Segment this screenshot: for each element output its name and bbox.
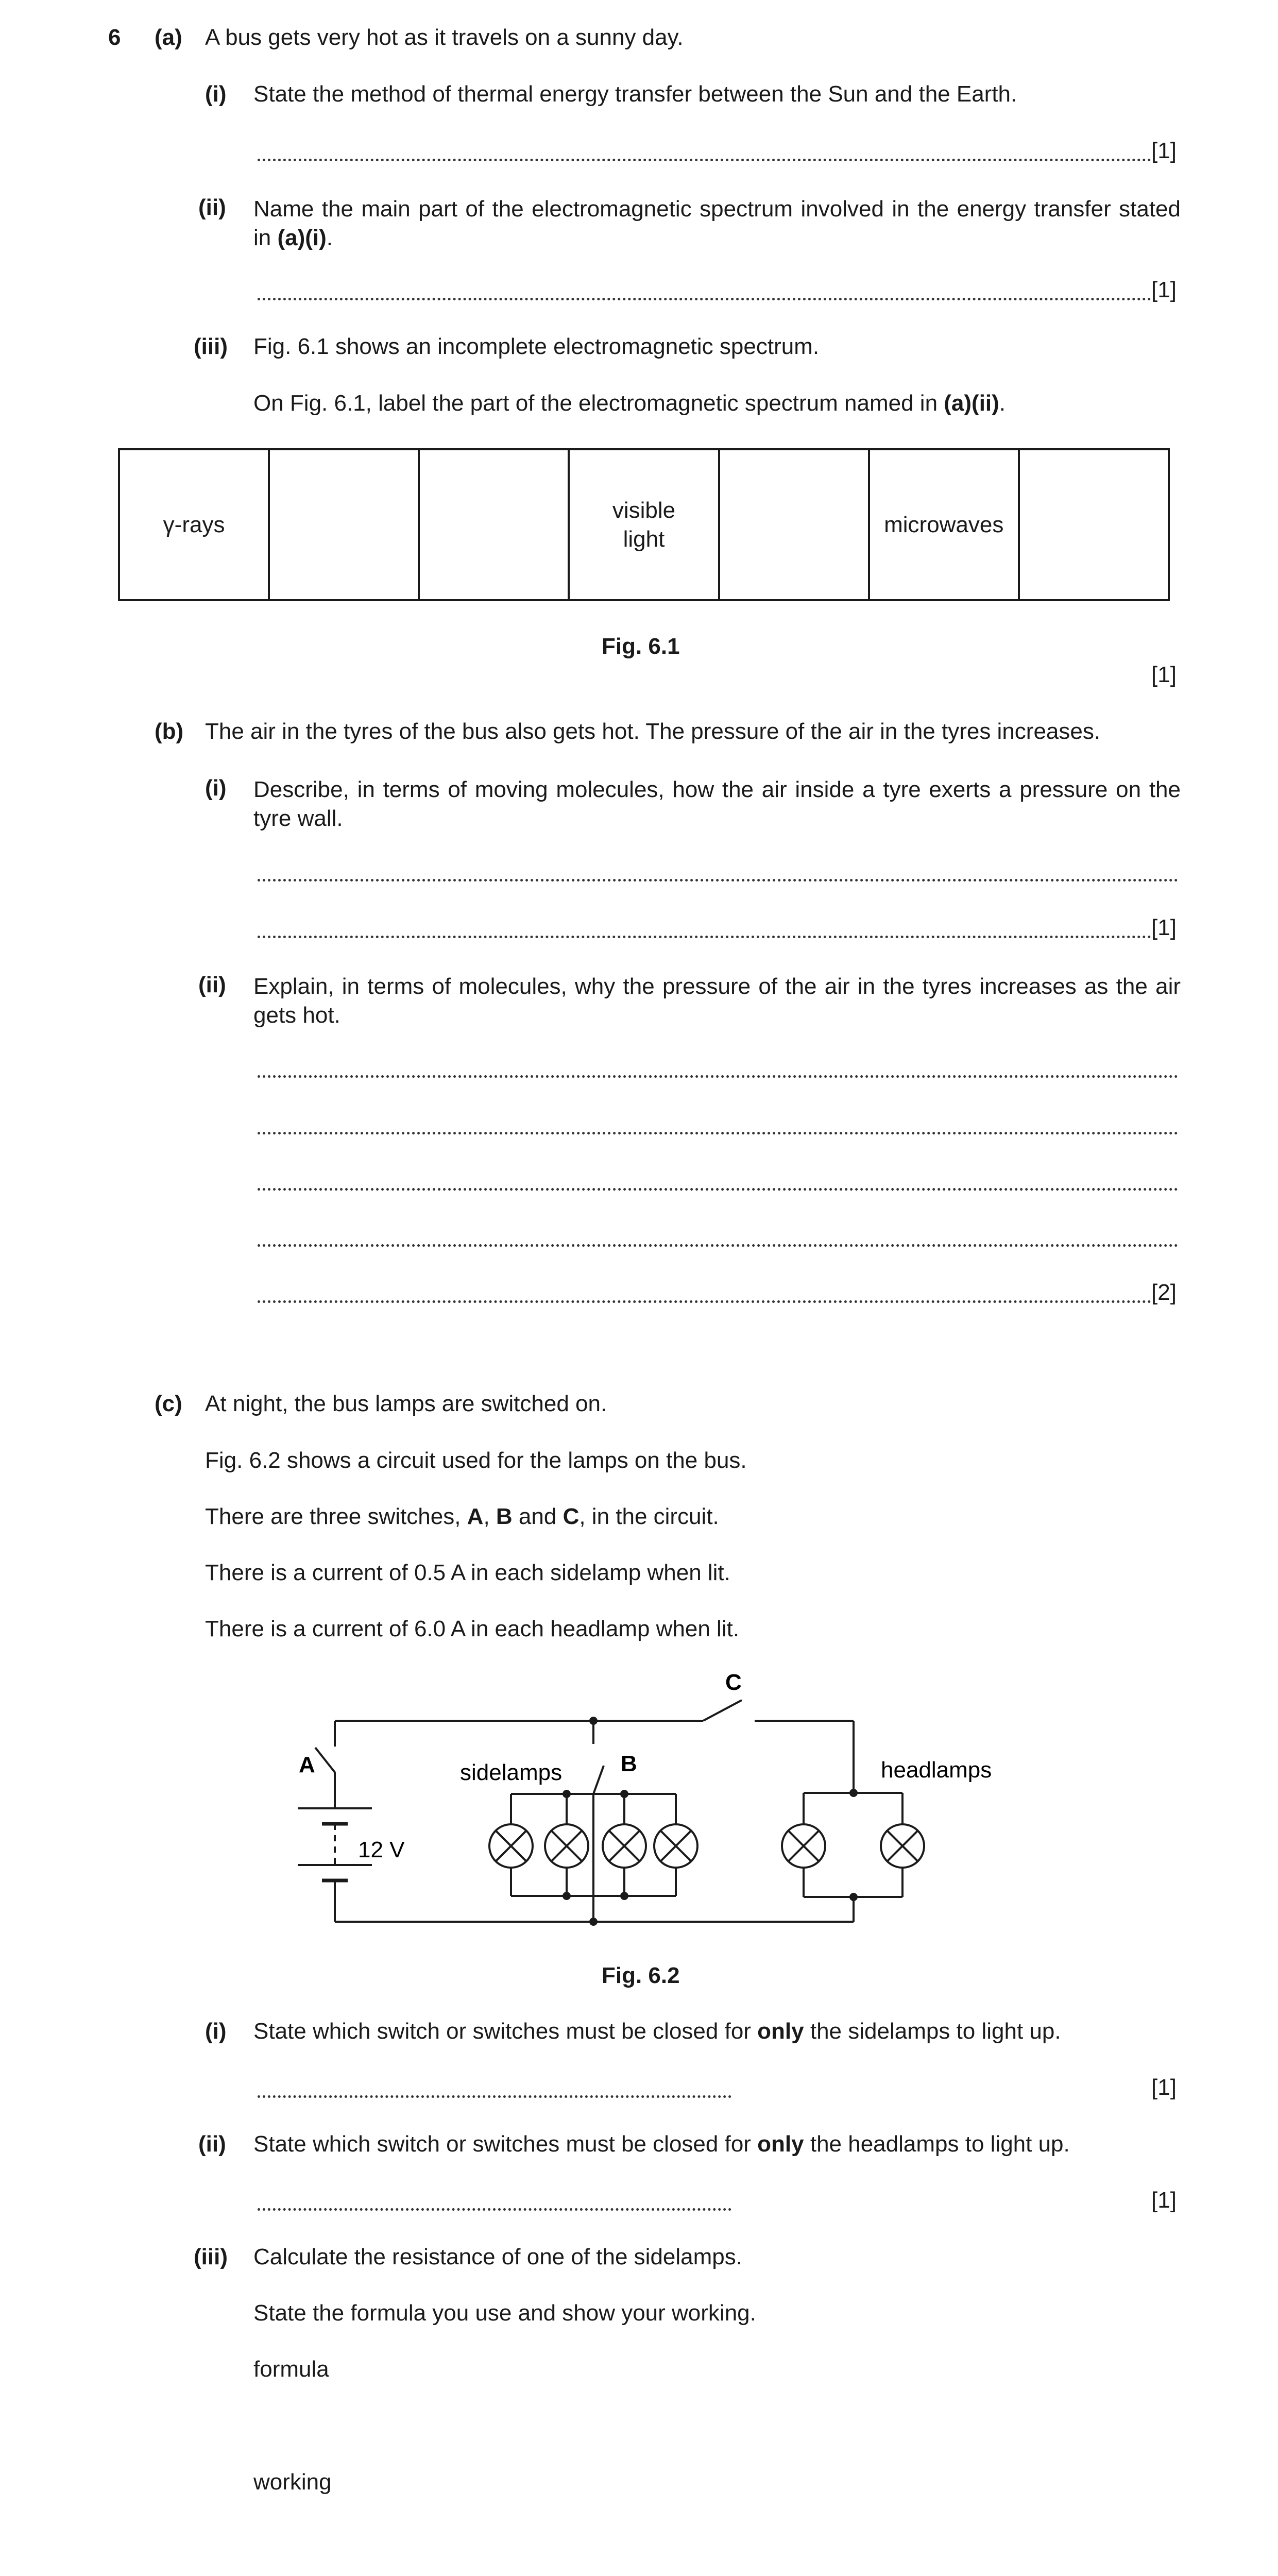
- switch-c-blade: [703, 1700, 742, 1721]
- c-ii-answer-line[interactable]: [258, 2208, 731, 2211]
- headlamps-label: headlamps: [881, 1757, 992, 1783]
- c-headlamp-current: There is a current of 6.0 A in each headlamp when lit.: [205, 1616, 740, 1641]
- part-b-label: (b): [155, 719, 184, 744]
- c-ii-mark: [1]: [1151, 2188, 1177, 2213]
- c-i-label: (i): [205, 2019, 227, 2044]
- sidelamp-2-icon: [545, 1824, 588, 1868]
- a-iii-question: Fig. 6.1 shows an incomplete electromagnetic spectrum.: [253, 334, 820, 359]
- battery-voltage-label: 12 V: [358, 1837, 405, 1862]
- part-a-intro: A bus gets very hot as it travels on a sunny day.: [205, 25, 684, 50]
- switch-b-blade: [593, 1766, 604, 1794]
- a-iii-instruction: On Fig. 6.1, label the part of the electromagnetic spectrum named in (a)(ii).: [253, 391, 1006, 416]
- a-ii-mark: [1]: [1151, 277, 1177, 302]
- switch-c-label: C: [725, 1670, 742, 1695]
- sidelamp-1-icon: [489, 1824, 533, 1868]
- a-iii-mark: [1]: [1151, 662, 1177, 687]
- a-i-question: State the method of thermal energy transfer between the Sun and the Earth.: [253, 81, 1017, 107]
- c-switches-text: There are three switches, A, B and C, in the circuit.: [205, 1504, 719, 1529]
- c-i-mark: [1]: [1151, 2075, 1177, 2100]
- c-ii-question: State which switch or switches must be closed for only the headlamps to light up.: [253, 2131, 1070, 2157]
- part-b-intro: The air in the tyres of the bus also gets hot. The pressure of the air in the tyres increases.: [205, 719, 1101, 744]
- a-i-mark: [1]: [1151, 138, 1177, 163]
- a-ii-question: Name the main part of the electromagnetic spectrum involved in the energy transfer stated in (a)(i).: [253, 196, 1181, 250]
- switch-a-label: A: [299, 1752, 315, 1777]
- a-ii-label: (ii): [198, 195, 226, 220]
- c-ii-label: (ii): [198, 2131, 226, 2157]
- sidelamps-label: sidelamps: [460, 1760, 563, 1785]
- fig-6-1-caption: Fig. 6.1: [602, 634, 680, 659]
- sidelamp-3-icon: [603, 1824, 646, 1868]
- b-ii-mark: [2]: [1151, 1280, 1177, 1305]
- a-iii-label: (iii): [194, 334, 228, 359]
- a-i-label: (i): [205, 81, 227, 107]
- b-ii-question: Explain, in terms of molecules, why the pressure of the air in the tyres increases as the air gets hot.: [253, 974, 1181, 1028]
- b-i-question: Describe, in terms of moving molecules, how the air inside a tyre exerts a pressure on the tyre wall.: [253, 777, 1181, 831]
- c-iii-formula-label: formula: [253, 2357, 329, 2382]
- part-c-label: (c): [155, 1391, 182, 1416]
- c-i-question: State which switch or switches must be closed for only the sidelamps to light up.: [253, 2019, 1061, 2044]
- em-cell-gamma: γ-rays: [119, 449, 269, 600]
- c-iii-label: (iii): [194, 2244, 228, 2269]
- c-sidelamp-current: There is a current of 0.5 A in each sidelamp when lit.: [205, 1560, 730, 1585]
- fig-6-2-caption: Fig. 6.2: [602, 1963, 680, 1988]
- c-iii-instruction: State the formula you use and show your working.: [253, 2300, 756, 2326]
- headlamp-1-icon: [782, 1824, 825, 1868]
- b-i-mark: [1]: [1151, 915, 1177, 940]
- em-cell-visible: visible light: [569, 449, 719, 600]
- question-number: 6: [108, 25, 121, 50]
- c-i-answer-line[interactable]: [258, 2095, 731, 2098]
- b-ii-label: (ii): [198, 972, 226, 997]
- switch-a-blade: [315, 1748, 335, 1772]
- headlamp-2-icon: [881, 1824, 924, 1868]
- c-intro-line-1: At night, the bus lamps are switched on.: [205, 1391, 607, 1416]
- part-a-label: (a): [155, 25, 182, 50]
- c-iii-question: Calculate the resistance of one of the sidelamps.: [253, 2244, 742, 2269]
- c-iii-working-label: working: [253, 2469, 332, 2495]
- c-intro-line-2: Fig. 6.2 shows a circuit used for the lamps on the bus.: [205, 1448, 747, 1473]
- em-cell-microwaves: microwaves: [869, 449, 1019, 600]
- b-i-label: (i): [205, 775, 227, 801]
- sidelamp-4-icon: [654, 1824, 697, 1868]
- switch-b-label: B: [621, 1751, 637, 1776]
